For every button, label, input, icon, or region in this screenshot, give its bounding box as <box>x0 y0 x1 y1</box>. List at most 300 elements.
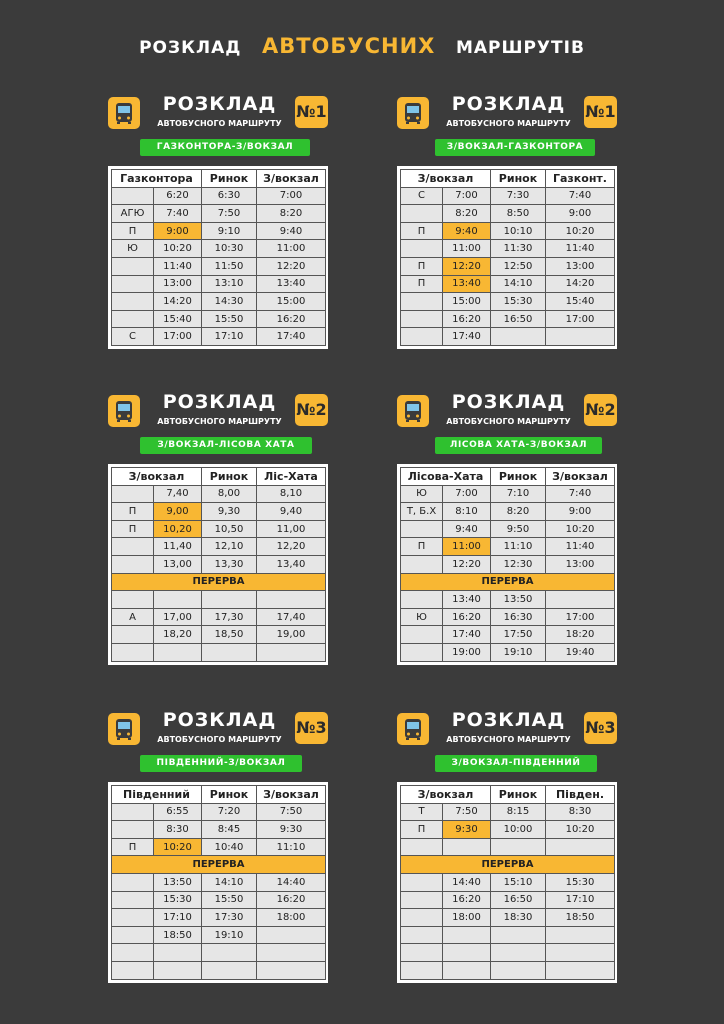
table-cell: 7:50 <box>443 803 491 821</box>
table-cell <box>491 328 546 346</box>
table-row <box>112 205 326 223</box>
table-row <box>401 328 615 346</box>
table-header-row <box>401 468 615 486</box>
column-header: Ліс-Хата <box>257 468 326 486</box>
table-cell: 17:10 <box>154 909 202 927</box>
table-row <box>112 240 326 258</box>
table-cell: П <box>401 275 443 293</box>
schedule-subtitle: АВТОБУСНОГО МАРШРУТУ <box>157 119 282 128</box>
table-cell: 18:00 <box>257 909 326 927</box>
table-cell: П <box>112 503 154 521</box>
table-cell <box>443 961 491 979</box>
table-cell: 17:10 <box>546 891 615 909</box>
table-cell: 7:40 <box>546 485 615 503</box>
table-row <box>401 961 615 979</box>
table-cell <box>401 909 443 927</box>
table-cell <box>202 961 257 979</box>
table-cell: 10:20 <box>546 821 615 839</box>
table-cell: П <box>112 838 154 856</box>
table-cell: 17:00 <box>546 310 615 328</box>
table-cell <box>546 591 615 609</box>
table-cell: 9:50 <box>491 520 546 538</box>
table-cell: 15:40 <box>154 310 202 328</box>
table-cell: 12:50 <box>491 257 546 275</box>
table-row <box>112 838 326 856</box>
table-cell <box>401 328 443 346</box>
table-row <box>401 608 615 626</box>
table-cell: 18:50 <box>154 926 202 944</box>
table-cell <box>202 643 257 661</box>
table-cell: 9:40 <box>443 520 491 538</box>
table-row <box>112 503 326 521</box>
table-cell: 9,30 <box>202 503 257 521</box>
table-cell: 15:30 <box>546 873 615 891</box>
schedule-header <box>108 393 328 433</box>
schedule-subtitle: АВТОБУСНОГО МАРШРУТУ <box>157 735 282 744</box>
table-cell: 9:00 <box>546 205 615 223</box>
table-row <box>112 821 326 839</box>
table-row <box>112 222 326 240</box>
table-row <box>112 626 326 644</box>
route-number-badge: №1 <box>295 96 328 128</box>
table-cell: Ю <box>401 485 443 503</box>
table-cell: 10:40 <box>202 838 257 856</box>
table-cell: 9:40 <box>257 222 326 240</box>
table-cell <box>546 926 615 944</box>
table-cell: 7:20 <box>202 803 257 821</box>
table-cell: 15:30 <box>491 293 546 311</box>
table-cell <box>112 909 154 927</box>
table-cell <box>112 555 154 573</box>
table-cell: 15:00 <box>443 293 491 311</box>
table-cell <box>112 891 154 909</box>
table-cell <box>112 873 154 891</box>
table-cell: 8,10 <box>257 485 326 503</box>
table-cell <box>546 328 615 346</box>
schedule-block-4 <box>397 391 617 658</box>
table-cell: 15:40 <box>546 293 615 311</box>
table-cell: 17,00 <box>154 608 202 626</box>
table-cell: 13:10 <box>202 275 257 293</box>
table-row <box>401 520 615 538</box>
table-cell: П <box>401 538 443 556</box>
column-header: Газконт. <box>546 170 615 188</box>
table-cell: 10:00 <box>491 821 546 839</box>
table-cell: С <box>112 328 154 346</box>
table-cell: 13,40 <box>257 555 326 573</box>
table-cell: 12:20 <box>257 257 326 275</box>
column-header: Ринок <box>491 468 546 486</box>
table-cell: 8:15 <box>491 803 546 821</box>
table-cell <box>546 944 615 962</box>
table-cell <box>401 293 443 311</box>
break-label: ПЕРЕРВА <box>112 573 326 591</box>
table-cell <box>401 944 443 962</box>
table-cell: 12,10 <box>202 538 257 556</box>
table-cell <box>154 643 202 661</box>
table-cell: Т, Б.Х <box>401 503 443 521</box>
table-cell: 13:40 <box>443 275 491 293</box>
table-header-row <box>112 786 326 804</box>
page-title-part1: РОЗКЛАД <box>139 38 242 58</box>
table-row <box>112 555 326 573</box>
schedule-table <box>108 166 328 349</box>
bus-icon <box>108 395 140 427</box>
table-row <box>112 485 326 503</box>
schedule-title: РОЗКЛАД <box>162 93 277 115</box>
table-cell: 9:00 <box>154 222 202 240</box>
table-row <box>401 626 615 644</box>
table-cell: 18,20 <box>154 626 202 644</box>
schedule-title: РОЗКЛАД <box>451 93 566 115</box>
table-cell: 11,00 <box>257 520 326 538</box>
table-cell: 14:10 <box>202 873 257 891</box>
table-cell: 7:00 <box>257 187 326 205</box>
column-header: Ринок <box>491 170 546 188</box>
table-row <box>401 222 615 240</box>
table-cell: 11:10 <box>491 538 546 556</box>
table-cell: А <box>112 608 154 626</box>
table-cell: 16:50 <box>491 310 546 328</box>
table-cell: 11:40 <box>546 240 615 258</box>
table-cell: 17,30 <box>202 608 257 626</box>
table-row <box>401 485 615 503</box>
table-row <box>401 944 615 962</box>
table-cell: П <box>112 520 154 538</box>
table-cell: 16:20 <box>443 608 491 626</box>
table-row <box>112 803 326 821</box>
column-header: Ринок <box>202 170 257 188</box>
table-cell: 7:50 <box>257 803 326 821</box>
page-title-part3: МАРШРУТІВ <box>455 38 585 58</box>
table-cell: 13,30 <box>202 555 257 573</box>
table-cell: 10:20 <box>546 222 615 240</box>
schedule-table <box>108 782 328 983</box>
break-row <box>401 856 615 874</box>
break-row <box>112 573 326 591</box>
table-cell: 9:00 <box>546 503 615 521</box>
break-row <box>401 573 615 591</box>
table-cell <box>401 643 443 661</box>
table-cell: АГЮ <box>112 205 154 223</box>
table-cell <box>401 240 443 258</box>
table-cell <box>112 485 154 503</box>
table-cell: 18:00 <box>443 909 491 927</box>
table-row <box>112 257 326 275</box>
table-cell <box>443 926 491 944</box>
table-cell: 18:20 <box>546 626 615 644</box>
table-cell <box>401 520 443 538</box>
table-cell: 17:00 <box>546 608 615 626</box>
table-cell <box>112 626 154 644</box>
route-number-badge: №1 <box>584 96 617 128</box>
table-cell: 14:40 <box>257 873 326 891</box>
column-header: Ринок <box>202 786 257 804</box>
table-row <box>401 643 615 661</box>
table-cell <box>401 205 443 223</box>
route-number-badge: №2 <box>584 394 617 426</box>
page-title <box>0 34 724 58</box>
table-cell: 7:40 <box>154 205 202 223</box>
page-title-part2: АВТОБУСНИХ <box>261 34 436 58</box>
table-cell: 10:20 <box>154 240 202 258</box>
table-cell <box>443 838 491 856</box>
table-cell: 19:10 <box>202 926 257 944</box>
table-cell <box>546 838 615 856</box>
route-badge: ГАЗКОНТОРА-З/ВОКЗАЛ <box>140 139 310 156</box>
table-cell: 8:20 <box>491 503 546 521</box>
table-cell: 16:20 <box>443 891 491 909</box>
table-row <box>112 275 326 293</box>
schedule-header <box>397 711 617 751</box>
bus-icon <box>108 97 140 129</box>
table-cell <box>401 591 443 609</box>
table-cell: 19:00 <box>443 643 491 661</box>
table-cell: 8:30 <box>546 803 615 821</box>
table-cell: 6:20 <box>154 187 202 205</box>
table-cell: 17:10 <box>202 328 257 346</box>
table-row <box>401 909 615 927</box>
table-row <box>112 328 326 346</box>
table-row <box>401 538 615 556</box>
column-header: Ринок <box>491 786 546 804</box>
bus-icon <box>397 713 429 745</box>
table-cell: 10:20 <box>546 520 615 538</box>
schedule-title: РОЗКЛАД <box>451 709 566 731</box>
table-cell: 11:10 <box>257 838 326 856</box>
table-cell: 9:40 <box>443 222 491 240</box>
bus-icon <box>108 713 140 745</box>
column-header: З/вокзал <box>112 468 202 486</box>
schedule-block-2 <box>397 93 617 343</box>
table-cell <box>112 293 154 311</box>
table-row <box>112 909 326 927</box>
table-cell <box>154 944 202 962</box>
table-cell: Ю <box>112 240 154 258</box>
table-cell: 14:30 <box>202 293 257 311</box>
table-cell <box>491 961 546 979</box>
table-cell: 9:30 <box>443 821 491 839</box>
table-cell: П <box>401 821 443 839</box>
table-cell: 14:20 <box>546 275 615 293</box>
table-cell: 8:30 <box>154 821 202 839</box>
table-cell: 19,00 <box>257 626 326 644</box>
table-cell: 17:00 <box>154 328 202 346</box>
schedule-table <box>397 166 617 349</box>
table-row <box>112 293 326 311</box>
table-cell: 8:45 <box>202 821 257 839</box>
table-cell: 7:00 <box>443 485 491 503</box>
column-header: Газконтора <box>112 170 202 188</box>
schedule-subtitle: АВТОБУСНОГО МАРШРУТУ <box>446 417 571 426</box>
table-cell: 18,50 <box>202 626 257 644</box>
table-cell: П <box>401 222 443 240</box>
table-cell: 9,00 <box>154 503 202 521</box>
table-cell: 12,20 <box>257 538 326 556</box>
table-cell: 7:10 <box>491 485 546 503</box>
schedule-block-1 <box>108 93 328 343</box>
table-cell <box>112 257 154 275</box>
table-cell <box>112 275 154 293</box>
table-cell: 11,40 <box>154 538 202 556</box>
schedule-table <box>397 782 617 983</box>
route-number-badge: №3 <box>584 712 617 744</box>
table-cell <box>112 961 154 979</box>
route-badge: З/ВОКЗАЛ-ГАЗКОНТОРА <box>435 139 595 156</box>
table-cell: 16:30 <box>491 608 546 626</box>
table-row <box>112 873 326 891</box>
table-cell <box>112 821 154 839</box>
table-cell: 6:55 <box>154 803 202 821</box>
table-cell <box>257 591 326 609</box>
table-row <box>401 257 615 275</box>
table-cell <box>112 538 154 556</box>
schedule-header <box>397 393 617 433</box>
table-cell: 11:00 <box>443 240 491 258</box>
schedule-header <box>397 95 617 135</box>
table-row <box>401 821 615 839</box>
table-cell <box>401 555 443 573</box>
schedule-block-6 <box>397 709 617 923</box>
schedule-table <box>397 464 617 665</box>
table-cell: 15:30 <box>154 891 202 909</box>
table-cell: 12:20 <box>443 555 491 573</box>
table-cell: 16:20 <box>257 310 326 328</box>
table-cell <box>154 961 202 979</box>
table-cell: 7:50 <box>202 205 257 223</box>
table-cell <box>112 803 154 821</box>
table-row <box>112 520 326 538</box>
column-header: З/вокзал <box>546 468 615 486</box>
schedule-header <box>108 95 328 135</box>
table-cell: 11:40 <box>154 257 202 275</box>
table-cell: 13:50 <box>154 873 202 891</box>
table-cell <box>112 926 154 944</box>
table-row <box>401 293 615 311</box>
table-cell <box>112 591 154 609</box>
table-row <box>401 187 615 205</box>
table-cell: 19:40 <box>546 643 615 661</box>
table-cell: 12:30 <box>491 555 546 573</box>
table-cell <box>257 961 326 979</box>
table-row <box>401 873 615 891</box>
table-row <box>112 926 326 944</box>
column-header: З/вокзал <box>401 786 491 804</box>
table-cell: 11:50 <box>202 257 257 275</box>
table-row <box>401 503 615 521</box>
break-label: ПЕРЕРВА <box>112 856 326 874</box>
table-cell: 10:20 <box>154 838 202 856</box>
break-label: ПЕРЕРВА <box>401 856 615 874</box>
table-cell: 14:10 <box>491 275 546 293</box>
break-label: ПЕРЕРВА <box>401 573 615 591</box>
table-row <box>401 926 615 944</box>
table-row <box>112 643 326 661</box>
table-cell: Ю <box>401 608 443 626</box>
table-cell <box>257 643 326 661</box>
table-cell: Т <box>401 803 443 821</box>
column-header: З/вокзал <box>257 170 326 188</box>
table-row <box>401 591 615 609</box>
table-cell <box>112 944 154 962</box>
column-header: З/вокзал <box>401 170 491 188</box>
table-cell: 16:20 <box>443 310 491 328</box>
table-cell <box>491 926 546 944</box>
bus-icon <box>397 395 429 427</box>
table-row <box>401 803 615 821</box>
column-header: Лісова-Хата <box>401 468 491 486</box>
table-cell <box>112 643 154 661</box>
column-header: З/вокзал <box>257 786 326 804</box>
bus-icon <box>397 97 429 129</box>
route-badge: З/ВОКЗАЛ-ПІВДЕННИЙ <box>435 755 597 772</box>
table-header-row <box>401 786 615 804</box>
table-cell <box>546 961 615 979</box>
table-cell: 17:50 <box>491 626 546 644</box>
table-cell: 17:40 <box>257 328 326 346</box>
table-header-row <box>112 468 326 486</box>
schedule-subtitle: АВТОБУСНОГО МАРШРУТУ <box>446 119 571 128</box>
table-cell: 16:50 <box>491 891 546 909</box>
table-cell: 7:40 <box>546 187 615 205</box>
schedule-subtitle: АВТОБУСНОГО МАРШРУТУ <box>446 735 571 744</box>
table-row <box>401 555 615 573</box>
table-cell: 17,40 <box>257 608 326 626</box>
table-row <box>112 961 326 979</box>
table-cell: П <box>401 257 443 275</box>
table-cell <box>112 187 154 205</box>
schedule-subtitle: АВТОБУСНОГО МАРШРУТУ <box>157 417 282 426</box>
table-cell <box>491 838 546 856</box>
table-cell: 7:30 <box>491 187 546 205</box>
table-cell <box>491 944 546 962</box>
table-cell: 12:20 <box>443 257 491 275</box>
table-cell <box>202 591 257 609</box>
break-row <box>112 856 326 874</box>
table-cell <box>154 591 202 609</box>
table-cell: 10,20 <box>154 520 202 538</box>
table-cell: 6:30 <box>202 187 257 205</box>
table-cell: 11:00 <box>443 538 491 556</box>
table-cell: 15:50 <box>202 891 257 909</box>
table-cell: 10:30 <box>202 240 257 258</box>
table-cell: 11:00 <box>257 240 326 258</box>
table-cell <box>401 891 443 909</box>
table-cell: П <box>112 222 154 240</box>
table-cell: С <box>401 187 443 205</box>
table-cell: 13:50 <box>491 591 546 609</box>
route-badge: ПІВДЕННИЙ-З/ВОКЗАЛ <box>140 755 302 772</box>
table-cell: 8:10 <box>443 503 491 521</box>
table-cell <box>257 926 326 944</box>
table-cell: 13:40 <box>443 591 491 609</box>
table-cell: 10,50 <box>202 520 257 538</box>
table-cell: 8:20 <box>257 205 326 223</box>
table-row <box>401 205 615 223</box>
table-cell: 17:30 <box>202 909 257 927</box>
table-cell <box>443 944 491 962</box>
route-number-badge: №3 <box>295 712 328 744</box>
table-cell <box>257 944 326 962</box>
route-number-badge: №2 <box>295 394 328 426</box>
table-cell: 14:20 <box>154 293 202 311</box>
table-row <box>112 891 326 909</box>
table-cell: 9:30 <box>257 821 326 839</box>
table-row <box>401 891 615 909</box>
table-cell: 13:00 <box>546 257 615 275</box>
table-cell: 11:40 <box>546 538 615 556</box>
schedule-title: РОЗКЛАД <box>162 709 277 731</box>
